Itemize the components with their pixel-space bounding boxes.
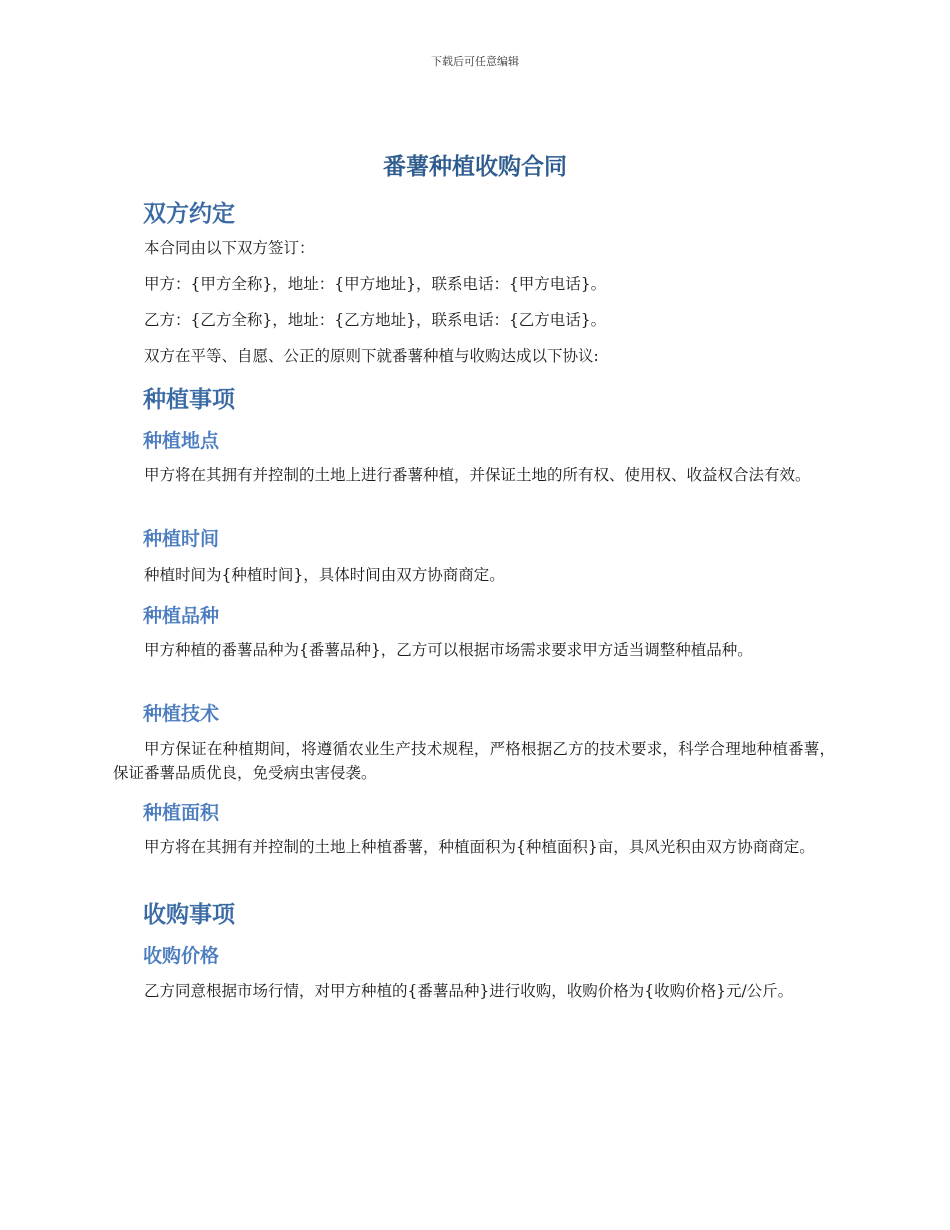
- subheading-area: 种植面积: [143, 802, 220, 824]
- subheading-location: 种植地点: [143, 430, 220, 452]
- paragraph-party-b: 乙方：{乙方全称}，地址：{乙方地址}，联系电话：{乙方电话}。: [144, 311, 607, 329]
- paragraph-time: 种植时间为{种植时间}，具体时间由双方协商商定。: [144, 566, 505, 584]
- paragraph-variety: 甲方种植的番薯品种为{番薯品种}，乙方可以根据市场需求要求甲方适当调整种植品种。: [144, 641, 753, 659]
- paragraph-price: 乙方同意根据市场行情，对甲方种植的{番薯品种}进行收购，收购价格为{收购价格}元/公斤。: [144, 982, 794, 1000]
- paragraph-location: 甲方将在其拥有并控制的土地上进行番薯种植，并保证土地的所有权、使用权、收益权合法有效。: [144, 466, 811, 484]
- section-heading-purchase: 收购事项: [143, 902, 235, 928]
- section-heading-agreement: 双方约定: [143, 201, 235, 227]
- header-note: 下载后可任意编辑: [431, 55, 519, 68]
- section-heading-planting: 种植事项: [143, 387, 235, 413]
- subheading-variety: 种植品种: [143, 605, 220, 627]
- paragraph-area: 甲方将在其拥有并控制的土地上种植番薯，种植面积为{种植面积}亩，具风光积由双方协商商定。: [144, 838, 815, 856]
- subheading-time: 种植时间: [143, 528, 220, 550]
- subheading-technique: 种植技术: [143, 703, 220, 725]
- paragraph-intro: 本合同由以下双方签订：: [144, 239, 315, 257]
- paragraph-principle: 双方在平等、自愿、公正的原则下就番薯种植与收购达成以下协议:: [144, 347, 599, 365]
- document-title: 番薯种植收购合同: [383, 154, 567, 180]
- subheading-price: 收购价格: [143, 945, 220, 967]
- paragraph-technique: 甲方保证在种植期间，将遵循农业生产技术规程，严格根据乙方的技术要求，科学合理地种植番薯，保证番薯品质优良，免受病虫害侵袭。: [113, 740, 835, 782]
- paragraph-party-a: 甲方：{甲方全称}，地址：{甲方地址}，联系电话：{甲方电话}。: [144, 275, 607, 293]
